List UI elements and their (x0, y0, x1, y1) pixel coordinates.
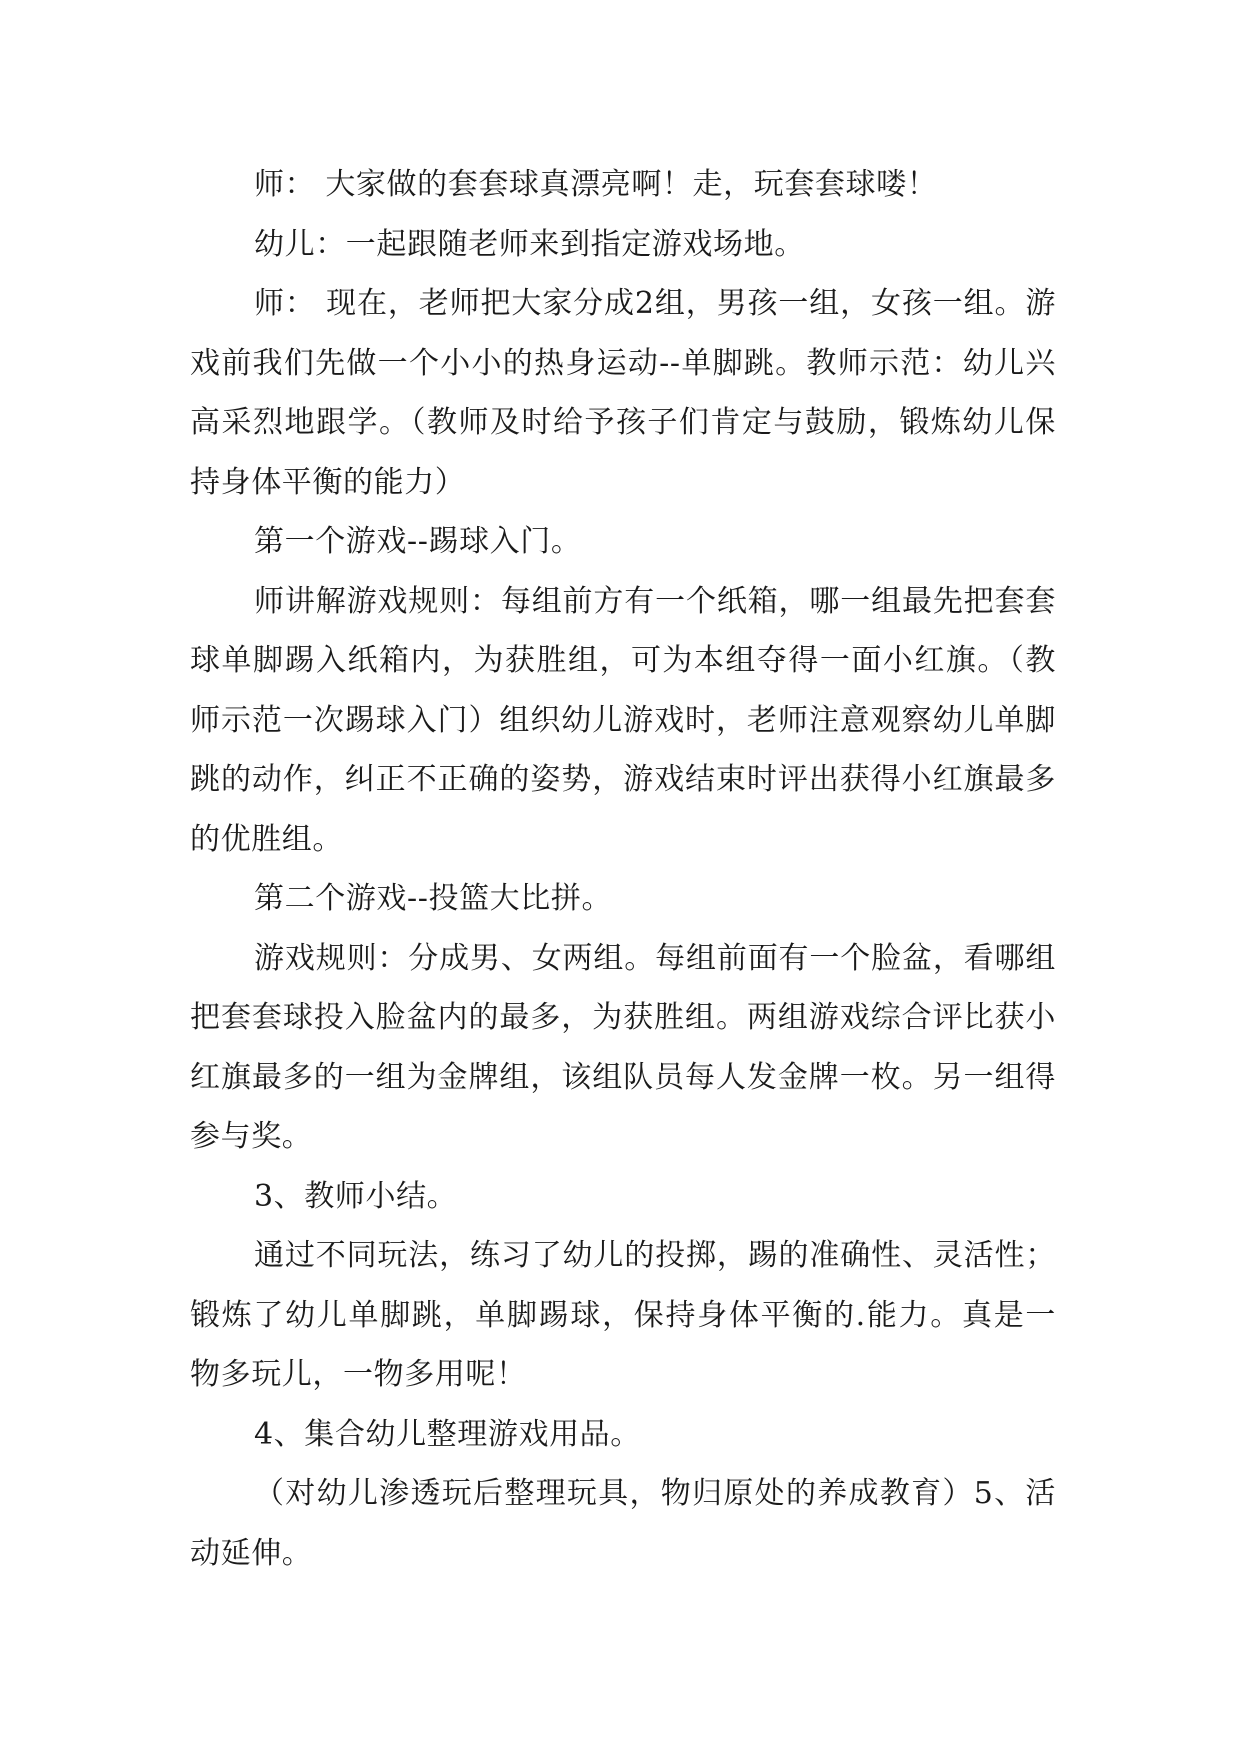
paragraph-game-one-rules: 师讲解游戏规则：每组前方有一个纸箱，哪一组最先把套套球单脚踢入纸箱内，为获胜组，可为本组夺得一面小红旗。（教师示范一次踢球入门）组织幼儿游戏时，老师注意观察幼儿单脚跳的动作，纠正不正确的姿势，游戏结束时评出获得小红旗最多的优胜组。 (190, 583, 1056, 857)
paragraph-game-one-title: 第一个游戏--踢球入门。 (254, 524, 582, 559)
paragraph-teacher-line-2: 师： 现在，老师把大家分成2组，男孩一组，女孩一组。游戏前我们先做一个小小的热身运动--单脚跳。教师示范：幼儿兴高采烈地跟学。（教师及时给予孩子们肯定与鼓励，锻炼幼儿保持身体平衡的能力） (190, 286, 1056, 500)
document-body (190, 155, 1056, 1583)
paragraph-tidy-up-text: （对幼儿渗透玩后整理玩具，物归原处的养成教育）5、活动延伸。 (190, 1476, 1056, 1571)
paragraph-teacher-line-1: 师： 大家做的套套球真漂亮啊！走，玩套套球喽！ (254, 167, 938, 202)
paragraph-children-line: 幼儿：一起跟随老师来到指定游戏场地。 (254, 226, 805, 262)
paragraph-game-two-title: 第二个游戏--投篮大比拼。 (254, 881, 613, 916)
paragraph-summary-text: 通过不同玩法，练习了幼儿的投掷，踢的准确性、灵活性；锻炼了幼儿单脚跳，单脚踢球，保持身体平衡的.能力。真是一物多玩儿，一物多用呢！ (190, 1238, 1056, 1392)
paragraph-game-two-rules: 游戏规则：分成男、女两组。每组前面有一个脸盆，看哪组把套套球投入脸盆内的最多，为获胜组。两组游戏综合评比获小红旗最多的一组为金牌组，该组队员每人发金牌一枚。另一组得参与奖。 (190, 940, 1056, 1154)
paragraph-summary-heading: 3、教师小结。 (254, 1178, 458, 1214)
paragraph-tidy-up-heading: 4、集合幼儿整理游戏用品。 (254, 1416, 641, 1452)
